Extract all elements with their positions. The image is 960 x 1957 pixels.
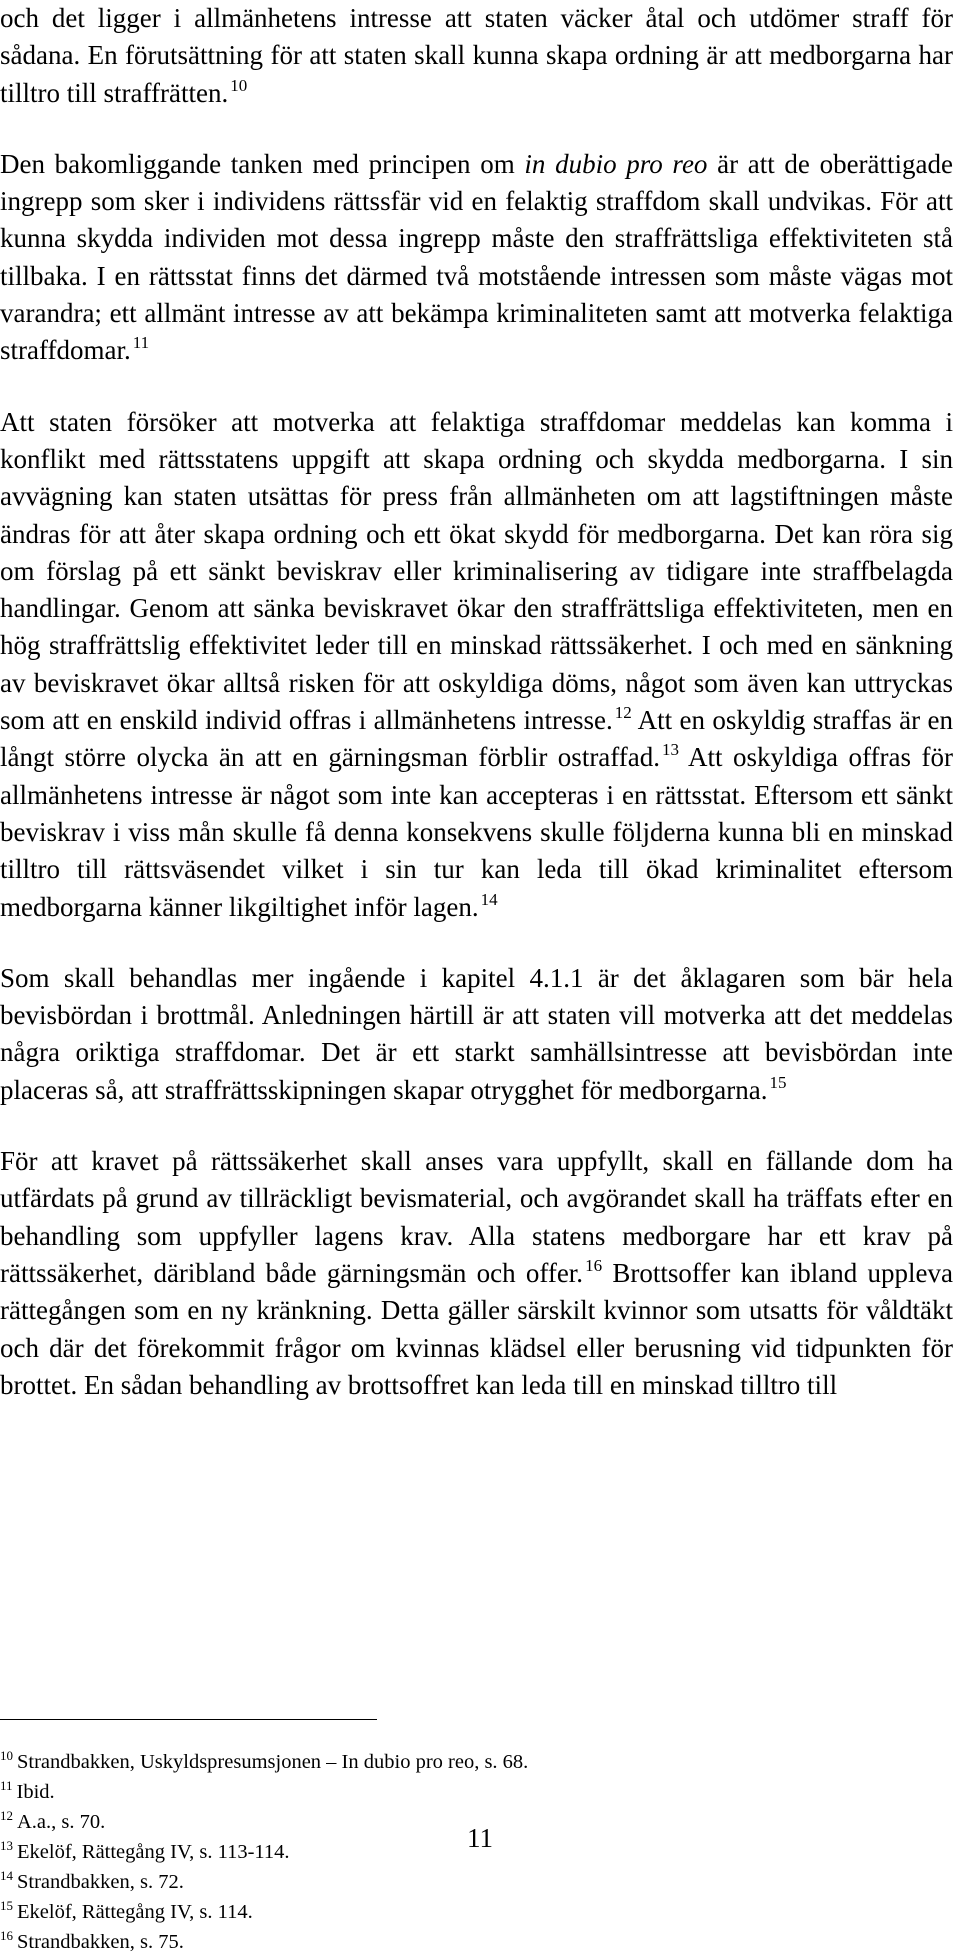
text-run: Att en oskyldig straffas är en långt större olycka än att en gärningsman förblir ostraffad. xyxy=(0,705,953,773)
footnote-number: 13 xyxy=(0,1838,13,1853)
footnote-15 xyxy=(0,1897,953,1927)
paragraph-1 xyxy=(0,0,953,112)
footnote-number: 14 xyxy=(0,1868,13,1883)
footnote-text: Strandbakken, Uskyldspresumsjonen – In dubio pro reo, s. 68. xyxy=(17,1751,529,1773)
text-run: Den bakomliggande tanken med principen om xyxy=(0,148,525,179)
text-run: är att de oberättigade ingrepp som sker i individens rättssfär vid en felaktig straffdom skall undvikas. För att kunna skydda individen mot dessa ingrepp måste den straffrättsliga effektiviteten stå tillbaka. I en rättsstat finns det därmed två motstående intressen som måste vägas mot varandra; ett allmänt intresse av att bekämpa kriminaliteten samt att motverka felaktiga straffdomar. xyxy=(0,148,954,366)
text-run: och det ligger i allmänhetens intresse att staten väcker åtal och utdömer straff för sådana. En förutsättning för att staten skall kunna skapa ordning är att medborgarna har tilltro till straffrätten. xyxy=(0,3,953,108)
footnote-text: A.a., s. 70. xyxy=(17,1811,106,1833)
paragraph-2 xyxy=(0,146,953,370)
paragraph-3 xyxy=(0,404,953,926)
text-run: För att kravet på rättssäkerhet skall anses vara uppfyllt, skall en fällande dom ha utfärdats på grund av tillräckligt bevismaterial, och avgörandet skall ha träffats efter en behandling som uppfyller lagens krav. Alla statens medborgare har ett krav på rättssäkerhet, däribland både gärningsmän och offer. xyxy=(0,1146,953,1288)
footnote-ref-10: 10 xyxy=(230,75,248,95)
page-number: 11 xyxy=(467,1823,493,1853)
footnote-ref-16: 16 xyxy=(585,1255,603,1275)
footnote-10 xyxy=(0,1747,953,1777)
footnote-ref-11: 11 xyxy=(132,333,150,353)
footnote-number: 10 xyxy=(0,1748,13,1763)
text-run: Att oskyldiga offras för allmänhetens intresse är något som inte kan accepteras i en rättsstat. Eftersom ett sänkt beviskrav i viss mån skulle få denna konsekvens skulle följderna kunna bli en minskad tilltro till rättsväsendet vilket i sin tur kan leda till ökad kriminalitet eftersom medborgarna känner likgiltighet inför lagen. xyxy=(0,742,953,922)
footnote-separator xyxy=(0,1719,377,1720)
footnote-text: Ekelöf, Rättegång IV, s. 114. xyxy=(17,1901,253,1923)
footnote-ref-14: 14 xyxy=(480,889,498,909)
text-run: Brottsoffer kan ibland uppleva rättegången som en ny kränkning. Detta gäller särskilt kvinnor som utsatts för våldtäkt och där det förekommit frågor om kvinnas klädsel eller berusning vid tidpunkten för brottet. En sådan behandling av brottsoffret kan leda till en minskad tilltro till xyxy=(0,1257,954,1400)
footnote-text: Ekelöf, Rättegång IV, s. 113-114. xyxy=(17,1841,290,1863)
paragraph-5 xyxy=(0,1143,953,1404)
footnote-number: 11 xyxy=(0,1778,13,1793)
footnote-number: 12 xyxy=(0,1808,13,1823)
text-run: Att staten försöker att motverka att felaktiga straffdomar meddelas kan komma i konflikt med rättsstatens uppgift att skapa ordning och skydda medborgarna. I sin avvägning kan staten utsättas för press från allmänheten om att lagstiftningen måste ändras för att åter skapa ordning och ett ökat skydd för medborgarna. Det kan röra sig om förslag på ett sänkt beviskrav eller kriminalisering av tidigare inte straffbelagda handlingar. Genom att sänka beviskravet ökar den straffrättsliga effektiviteten, men en hög straffrättslig effektivitet leder till en minskad rättssäkerhet. I och med en sänkning av beviskravet ökar alltså risken för att oskyldiga döms, något som även kan uttryckas som att en enskild individ offras i allmänhetens intresse. xyxy=(0,406,953,736)
latin-phrase: in dubio pro reo xyxy=(524,148,708,179)
footnote-text: Strandbakken, s. 75. xyxy=(17,1931,184,1953)
footnote-text: Ibid. xyxy=(16,1781,55,1803)
footnote-11 xyxy=(0,1777,953,1807)
paragraph-4 xyxy=(0,960,953,1109)
footnote-ref-15: 15 xyxy=(769,1072,787,1092)
text-run: Som skall behandlas mer ingående i kapitel 4.1.1 är det åklagaren som bär hela bevisbördan i brottmål. Anledningen härtill är att staten vill motverka att det meddelas några oriktiga straffdomar. Det är ett starkt samhällsintresse att bevisbördan inte placeras så, att straffrättsskipningen skapar otrygghet för medborgarna. xyxy=(0,962,953,1105)
footnote-number: 16 xyxy=(0,1928,13,1943)
footnote-text: Strandbakken, s. 72. xyxy=(17,1871,184,1893)
footnote-ref-13: 13 xyxy=(662,740,680,760)
footnote-number: 15 xyxy=(0,1898,13,1913)
footnote-16 xyxy=(0,1927,953,1957)
footnote-14 xyxy=(0,1867,953,1897)
footnote-ref-12: 12 xyxy=(614,703,632,723)
